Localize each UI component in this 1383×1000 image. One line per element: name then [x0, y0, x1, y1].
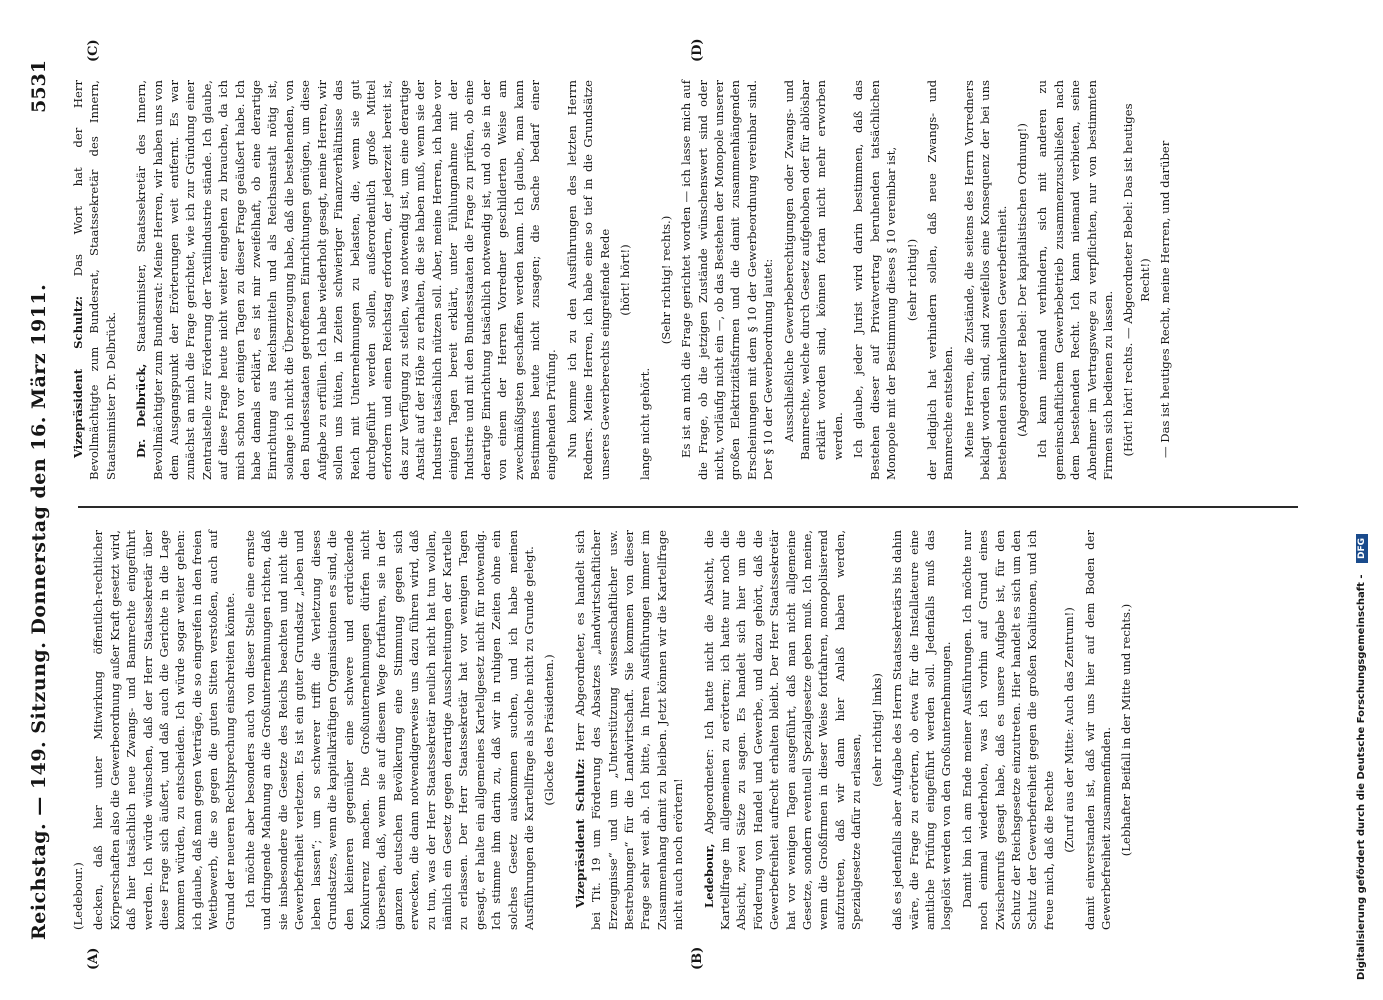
speech-text: Herr Abgeordneter, es handelt sich bei Tit. 19 um Förderung des Absatzes „landwirtschaftlicher Erzeugnisse“ und um „Unterstützung wissenschaftlicher usw. Bestrebungen“ für die Landwirtschaft. Sie kommen von dieser Frage sehr weit ab. Ich bitte, in Ihren Ausführungen immer im Zusammenhang damit zu bleiben. Jetzt können wir die Kartellfrage nicht auch noch erörtern! — [572, 530, 686, 930]
paragraph: Nun komme ich zu den Ausführungen des letzten Herrn Redners. Meine Herren, ich habe eine so tief in die Grundsätze unseres Gewerberechts eingreifende Rede — [564, 80, 612, 480]
quoted-law: Ausschließliche Gewerbeberechtigungen oder Zwangs- und Bannrechte, welche durch Gesetz aufgehoben oder für ablösbar erklärt worden sind, können fortan nicht mehr erworben werden. — [781, 80, 845, 460]
paragraph: Es ist an mich die Frage gerichtet worden — ich lasse mich auf die Frage, ob die jetzigen Zustände wünschenswert sind oder nicht, vorläufig nicht ein —, ob das Bestehen der Monopole unserer großen Elektrizitätsfirmen und die damit zusammenhängenden Erscheinungen mit dem § 10 der Gewerbeordnung vereinbar sind. Der § 10 der Gewerbeordnung lautet: — [679, 80, 776, 480]
margin-mark-b: (B) — [690, 946, 705, 970]
margin-mark-a: (A) — [86, 947, 101, 970]
speech-paragraph — [572, 530, 687, 930]
speaker-name: Ledebour, — [701, 843, 716, 908]
digitization-credit — [1356, 20, 1368, 980]
credit-text: Digitalisierung gefördert durch die Deutsche Forschungsgemeinschaft - — [1356, 574, 1367, 980]
interjection: (Zuruf aus der Mitte: Auch das Zentrum!) — [1062, 607, 1077, 853]
interjection: (sehr richtig! links) — [869, 673, 884, 787]
page-number: 5531 — [28, 60, 50, 113]
paragraph: — Das ist heutiges Recht, meine Herren, und darüber — [1158, 140, 1173, 458]
speaker-name: Dr. Delbrück, — [134, 363, 149, 458]
speaker-name: Vizepräsident Schultz: — [572, 758, 587, 908]
interjection: (Abgeordneter Bebel: Der kapitalistischen Ordnung!) — [1014, 123, 1029, 437]
dfg-logo: DFG — [1356, 534, 1368, 563]
left-column — [70, 530, 1139, 930]
paragraph: der lediglich hat verhindern sollen, daß neue Zwangs- und Bannrechte entstehen. — [924, 80, 956, 480]
paragraph: Ich kann niemand verhindern, sich mit anderen zu gemeinschaftlichem Gewerbebetrieb zusammenzuschließen nach dem bestehenden Recht. Ich kann niemand verbieten, seine Abnehmer im Vertragswege zu verpflichten, nur von bestimmten Firmen sich bedienen zu lassen. — [1035, 80, 1115, 480]
margin-mark-d: (D) — [690, 38, 705, 62]
interjection: (Glocke des Präsidenten.) — [542, 654, 557, 806]
speech-text: Staatsminister, Staatssekretär des Innern, Bevollmächtigter zum Bundesrat: Meine Herren, wir haben uns von dem Ausgangspunkt der Erörterungen weit entfernt. Es war zunächst an mich die Frage gerichtet, wie ich zur Gründung einer Zentralstelle zur Förderung der Textilindustrie stände. Ich glaube, auf diese Frage heute nicht weiter eingehen zu brauchen, da ich mich schon vor einigen Tagen zu dieser Frage geäußert habe. Ich habe damals erklärt, es ist mir zweifelhaft, ob eine derartige Einrichtung aus Reichsmitteln und als Reichsanstalt nötig ist, solange ich nicht die Überzeugung habe, daß die bestehenden, von den Bundesstaaten getroffenen Einrichtungen genügen, um diese Aufgabe zu erfüllen. Ich habe wiederholt gesagt, meine Herren, wir sollen uns hüten, in Zeiten schwieriger Finanzverhältnisse das Reich mit Unternehmungen zu belasten, die, wenn sie gut durchgeführt werden sollen, außerordentlich große Mittel erfordern und einen Reichstag erfordern, der jederzeit bereit ist, das zur Verfügung zu stellen, was notwendig ist, um eine derartige Anstalt auf der Höhe zu erhalten, die sie haben muß, wenn sie der Industrie tatsächlich nützen soll. Aber, meine Herren, ich habe vor einigen Tagen bereit erklärt, unter Fühlungnahme mit der Industrie und mit den Bundesstaaten die Frage zu prüfen, ob eine derartige Einrichtung tatsächlich notwendig ist, und ob sie in der von einem der Herren Vorredner geschilderten Weise am zweckmäßigsten geschaffen werden kann. Ich glaube, man kann Bestimmtes heute nicht zusagen; die Sache bedarf einer eingehenden Prüfung. — [134, 79, 559, 480]
interjection: (hört! hört!) — [618, 244, 632, 316]
speech-paragraph — [133, 80, 560, 480]
page-header — [22, 60, 62, 940]
paragraph: Ich glaube, jeder Jurist wird darin bestimmen, daß das Bestehen dieser auf Privatvertrag beruhenden tatsächlichen Monopole mit der Bestimmung dieses § 10 vereinbar ist, — [851, 80, 899, 480]
paragraph: Meine Herren, die Zustände, die seitens des Herrn Vorredners beklagt worden sind, sind zweifellos eine Konsequenz der bei uns bestehenden schrankenlosen Gewerbefreiheit. — [961, 80, 1009, 480]
paragraph: lange nicht gehört. — [638, 367, 653, 480]
margin-mark-c: (C) — [86, 39, 101, 62]
paragraph: damit einverstanden ist, daß wir uns hier auf dem Boden der Gewerbefreiheit zusammenfinden. — [1082, 530, 1113, 930]
speech-paragraph — [70, 80, 119, 480]
paragraph: decken, daß hier unter Mitwirkung öffentlich-rechtlicher Körperschaften also die Gewerbeordnung außer Kraft gesetzt wird, daß hier tatsächlich neue Zwangs- und Bannrechte eingeführt werden. Ich würde wünschen, daß der Herr Staatssekretär über diese Frage sich äußert, und daß auch die Gerichte in die Lage kommen würden, zu entscheiden. Ich würde sogar weiter gehen: ich glaube, daß man gegen Verträge, die so eingreifen in den freien Wettbewerb, die so gegen die guten Sitten verstoßen, auch auf Grund der neueren Rechtsprechung einschreiten könnte. — [91, 530, 237, 930]
paragraph: Damit bin ich am Ende meiner Ausführungen. Ich möchte nur noch einmal wiederholen, was ich vorhin auf Grund eines Zwischenrufs gesagt habe, daß es unsere Aufgabe ist, für den Schutz der Reichsgesetze einzutreten. Hier handelt es sich um den Schutz der Gewerbefreiheit gegen die großen Koalitionen, und ich freue mich, daß die Rechte — [959, 530, 1056, 930]
paragraph: daß es jedenfalls aber Aufgabe des Herrn Staatssekretärs bis dahin wäre, die Frage zu erörtern, ob etwa für die Installateure eine amtliche Prüfung eingeführt werden soll. Jedenfalls muß das losgelöst werden von den Großunternehmungen. — [890, 530, 954, 930]
speech-text: Das Wort hat der Herr Bevollmächtigte zum Bundesrat, Staatssekretär des Innern, Staatsminister Dr. Delbrück. — [71, 80, 118, 480]
speaker-name: Vizepräsident Schultz: — [71, 295, 85, 458]
interjection: (Sehr richtig! rechts.) — [658, 215, 673, 345]
header-title: Reichstag. — 149. Sitzung. Donnerstag den 16. März 1911. — [28, 283, 50, 940]
speech-paragraph — [701, 530, 865, 930]
interjection: (Hört! hört! rechts. — Abgeordneter Bebel: Das ist heutiges Recht!) — [1121, 103, 1152, 457]
interjection: (Lebhafter Beifall in der Mitte und rechts.) — [1119, 603, 1134, 857]
column-divider — [78, 506, 1298, 508]
paragraph: Ich möchte aber besonders auch von dieser Stelle eine ernste und dringende Mahnung an die Großunternehmungen richten, daß sie insbesondere die Gesetze des Reichs beachten und nicht die Gewerbefreiheit verletzen. Es ist ein guter Grundsatz „leben und leben lassen“; um so schwerer trifft die Verletzung dieses Grundsatzes, wenn die kapitalkräftigen Organisationen es sind, die den kleineren gegenüber eine schwere und erdrückende Konkurrenz machen. Die Großunternehmungen dürfen nicht übersehen, daß, wenn sie auf diesem Wege fortfahren, sie in der ganzen deutschen Bevölkerung eine Stimmung gegen sich erwecken, die dann notwendigerweise uns dazu führen wird, daß zu tun, was der Herr Staatssekretär neulich nicht hat tun wollen, nämlich ein Gesetz gegen derartige Ausschreitungen der Kartelle zu erlassen. Der Herr Staatssekretär hat vor wenigen Tagen gesagt, er halte ein allgemeines Kartellgesetz nicht für notwendig. Ich stimme ihm darin zu, daß wir in ruhigen Zeiten ohne ein solches Gesetz auskommen suchen, und ich habe meinen Ausführungen die Kartellfrage als solche nicht zu Grunde gelegt. — [243, 530, 536, 930]
speaker-continuation: (Ledebour.) — [71, 862, 85, 930]
interjection: (sehr richtig!) — [904, 238, 919, 322]
right-column — [70, 80, 1178, 480]
speech-text: Abgeordneter: Ich hatte nicht die Absicht, die Kartellfrage im allgemeinen zu erörtern; ich hatte nur noch die Absicht, zwei Sätze zu sagen. Es handelt sich hier um die Förderung von Handel und Gewerbe, und dazu gehört, daß die Gewerbefreiheit aufrecht erhalten bleibt. Der Herr Staatssekretär hat vor wenigen Tagen ausgeführt, daß man nicht allgemeine Gesetze, sondern eventuell Spezialgesetze geben muß. Ich meine, wenn die Großfirmen in dieser Weise fortfahren, monopolisierend aufzutreten, daß wir dann hier Anlaß haben werden, Spezialgesetze dafür zu erlassen, — [701, 529, 864, 930]
